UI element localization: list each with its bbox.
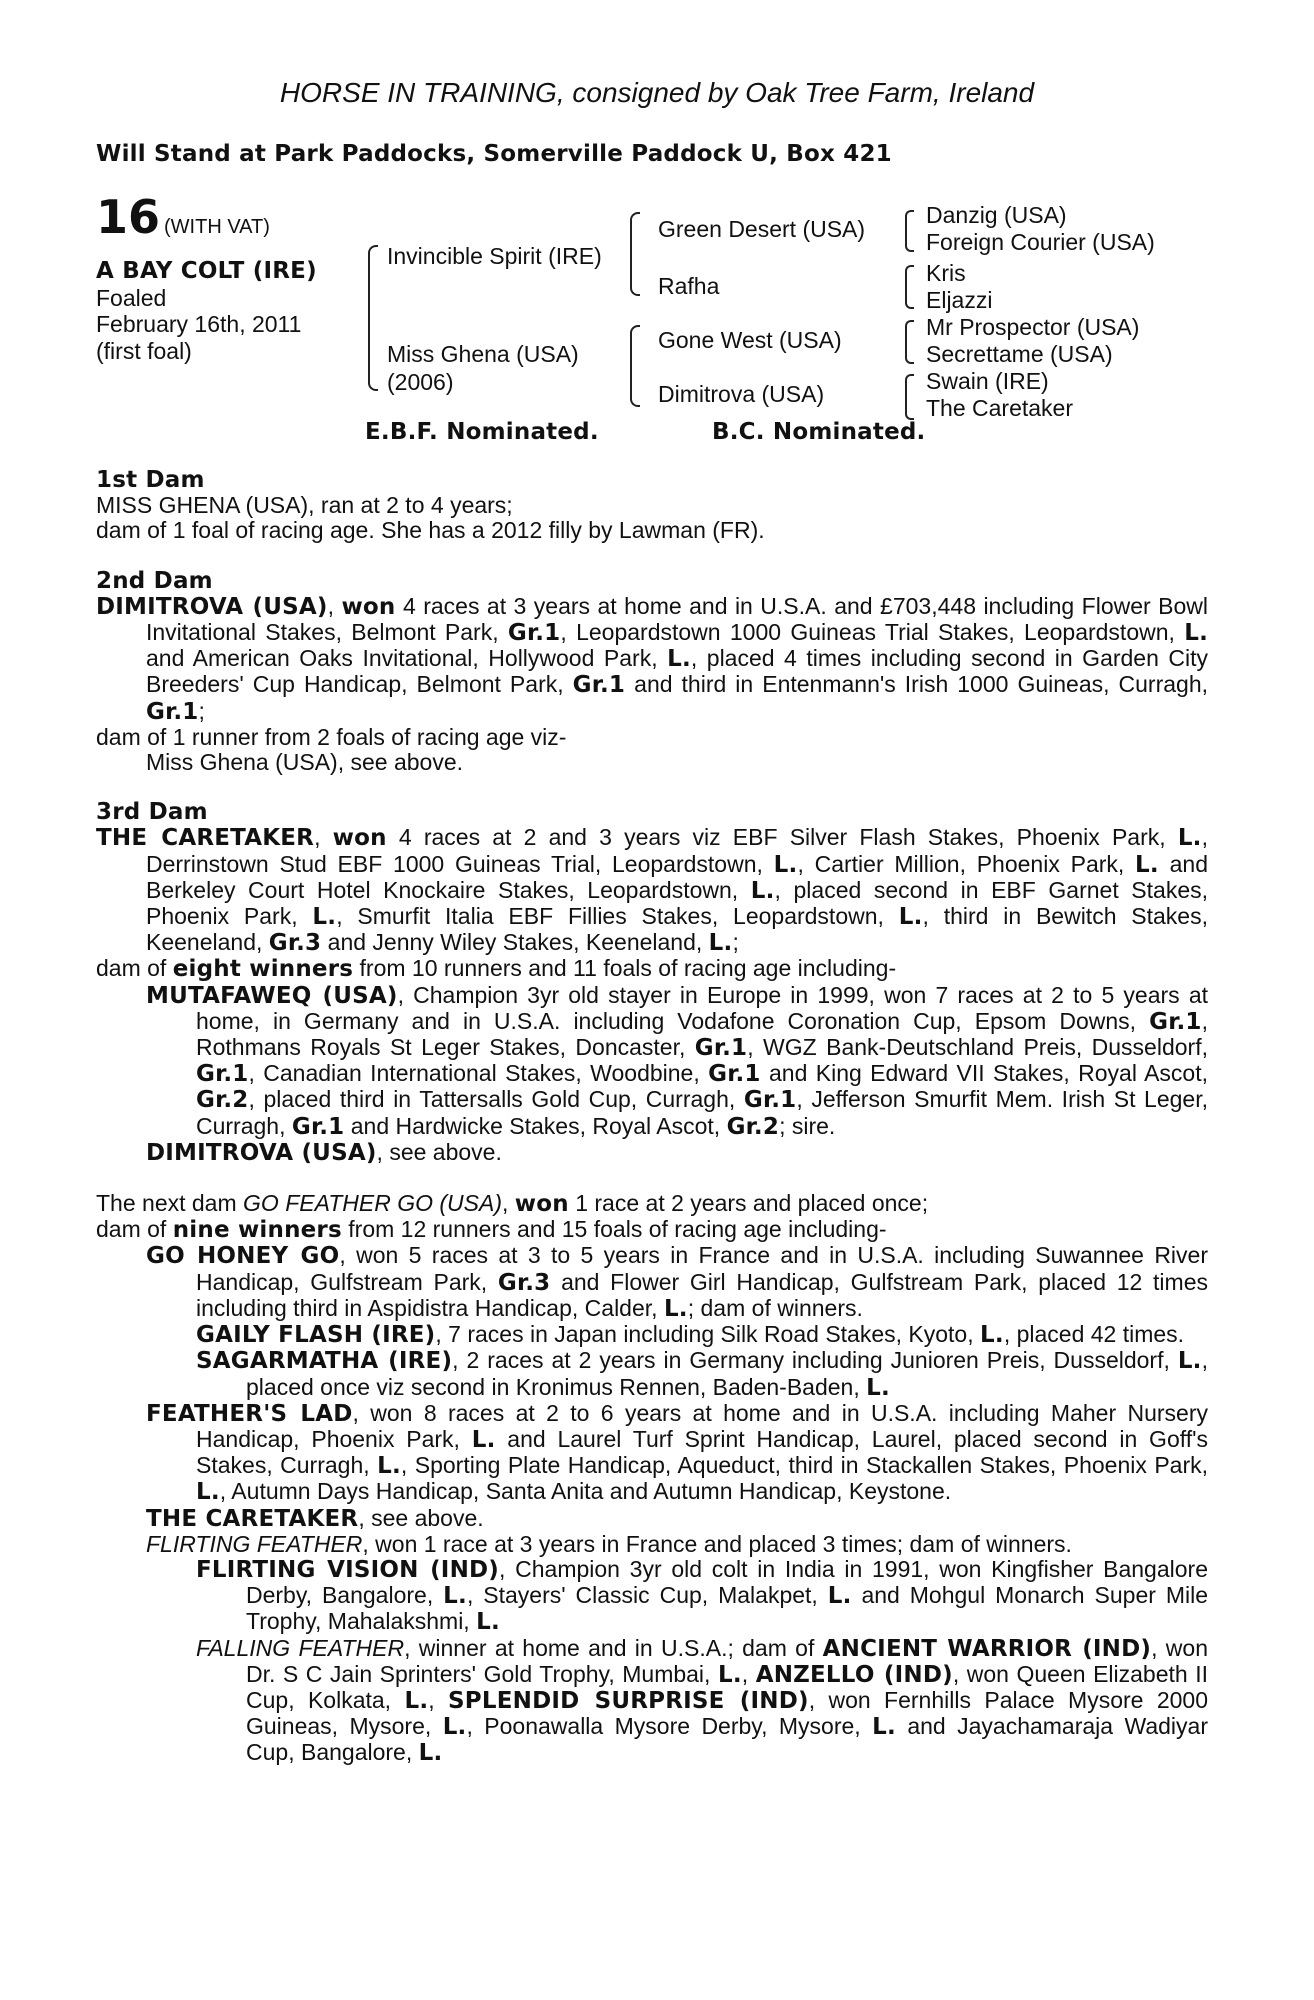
- listed-label: L.: [442, 1714, 467, 1741]
- record-text: ; sire.: [779, 1112, 836, 1139]
- listed-label: L.: [312, 904, 337, 931]
- winners-count: nine winners: [172, 1217, 342, 1244]
- listed-label: L.: [1177, 825, 1202, 852]
- progeny-the-caretaker: [146, 1506, 1208, 1532]
- record-text: , won 5 races at 3 to 5 years in France and in U.S.A. including Suwannee River Handicap, Gulfstream Park,: [196, 1242, 1208, 1295]
- progeny-flirting-vision: [196, 1557, 1208, 1636]
- record-text: , WGZ Bank-Deutschland Preis, Dusseldorf,: [747, 1034, 1208, 1061]
- lot-number-block: [96, 190, 270, 244]
- pedigree-g2: Foreign Courier (USA): [926, 229, 1155, 255]
- horse-name: THE CARETAKER: [146, 1505, 359, 1532]
- pedigree-sire-sire: Green Desert (USA): [658, 216, 866, 242]
- pedigree-g3: Kris: [926, 260, 966, 286]
- grade-label: Gr.1: [743, 1087, 797, 1114]
- pedigree-g8: The Caretaker: [926, 395, 1074, 421]
- g-brace-3: [905, 320, 914, 364]
- pedigree-sire: Invincible Spirit (IRE): [387, 243, 602, 269]
- listed-label: L.: [708, 930, 733, 957]
- grade-label: Gr.1: [146, 698, 199, 725]
- grade-label: Gr.1: [694, 1035, 748, 1062]
- record-text: and third in Entenmann's Irish 1000 Guineas, Curragh,: [625, 671, 1208, 698]
- record-text: , won Dr. S C Jain Sprinters' Gold Trophy, Mumbai,: [246, 1634, 1209, 1687]
- record-text: dam of: [96, 1216, 173, 1243]
- progeny-sagarmatha: [196, 1348, 1208, 1400]
- record-text: and American Oaks Invitational, Hollywood Park,: [146, 645, 668, 672]
- horse-name: DIMITROVA (USA): [96, 593, 328, 620]
- pedigree-g5: Mr Prospector (USA): [926, 314, 1140, 340]
- record-text: and Hardwicke Stakes, Royal Ascot,: [344, 1112, 727, 1139]
- listed-label: L.: [750, 877, 775, 904]
- foaled-date: February 16th, 2011: [96, 311, 302, 337]
- record-text: , won 1 race at 3 years in France and placed 3 times; dam of winners.: [362, 1530, 1072, 1557]
- grade-label: Gr.1: [507, 620, 561, 647]
- record-text: , Jefferson Smurfit Mem. Irish St Leger, Curragh,: [196, 1086, 1209, 1139]
- record-text: , see above.: [358, 1504, 484, 1531]
- g-brace-1: [905, 210, 914, 252]
- horse-name: ANCIENT WARRIOR (IND): [822, 1635, 1152, 1662]
- record-text: dam of: [96, 955, 173, 982]
- record-text: , Sporting Plate Handicap, Aqueduct, third in Stackallen Stakes, Phoenix Park,: [400, 1452, 1208, 1479]
- horse-name: A BAY COLT (IRE): [96, 258, 317, 284]
- record-text: , winner at home and in U.S.A.; dam of: [404, 1634, 823, 1661]
- vat-note: (WITH VAT): [164, 216, 270, 238]
- first-dam-heading: 1st Dam: [96, 467, 205, 493]
- second-dam-heading: 2nd Dam: [96, 567, 213, 594]
- record-text: , placed once viz second in Kronimus Rennen, Baden-Baden,: [246, 1347, 1209, 1400]
- record-text: , placed 4 times including second in Garden City Breeders' Cup Handicap, Belmont Park,: [146, 645, 1209, 698]
- progeny-falling-feather: [196, 1636, 1208, 1767]
- sire-line-brace: [630, 212, 640, 296]
- listed-label: L.: [404, 1687, 429, 1714]
- horse-name: SPLENDID SURPRISE (IND): [448, 1687, 809, 1714]
- horse-name: MUTAFAWEQ (USA): [146, 982, 398, 1009]
- record-text: , Derrinstown Stud EBF 1000 Guineas Trial, Leopardstown,: [146, 824, 1209, 877]
- next-dam-produce: [96, 1217, 1208, 1243]
- record-text: ; dam of winners.: [687, 1294, 863, 1321]
- record-text: , Champion 3yr old stayer in Europe in 1999, won 7 races at 2 to 5 years at home, in Germany and in U.S.A. including Vodafone Coronation Cup, Epsom Downs,: [196, 981, 1208, 1034]
- first-foal-note: (first foal): [96, 337, 192, 364]
- page-header: HORSE IN TRAINING, consigned by Oak Tree Farm, Ireland: [279, 77, 1035, 108]
- record-text: ,: [741, 1660, 756, 1687]
- pedigree-g6: Secrettame (USA): [926, 341, 1113, 367]
- horse-details: [96, 258, 317, 364]
- record-text: , placed 42 times.: [1003, 1321, 1185, 1348]
- record-text: 1 race at 2 years and placed once;: [568, 1190, 929, 1217]
- horse-name: GAILY FLASH (IRE): [196, 1322, 436, 1349]
- listed-label: L.: [667, 646, 691, 673]
- grade-label: Gr.1: [1149, 1008, 1202, 1035]
- horse-name: GO FEATHER GO (USA): [243, 1190, 503, 1217]
- record-text: , Poonawalla Mysore Derby, Mysore,: [466, 1713, 873, 1740]
- lot-number: 16: [96, 190, 161, 244]
- progeny-feathers-lad: [146, 1401, 1208, 1506]
- listed-label: L.: [1135, 851, 1159, 878]
- record-text: ,: [502, 1190, 515, 1217]
- record-text: and Mohgul Monarch Super Mile Trophy, Mahalakshmi,: [246, 1582, 1208, 1635]
- record-text: , 7 races in Japan including Silk Road Stakes, Kyoto,: [435, 1321, 981, 1348]
- grade-label: Gr.1: [572, 672, 626, 699]
- first-dam-line1: MISS GHENA (USA), ran at 2 to 4 years;: [96, 492, 513, 519]
- record-text: ,: [428, 1686, 449, 1713]
- horse-name: THE CARETAKER: [96, 825, 315, 852]
- record-text: , Stayers' Classic Cup, Malakpet,: [466, 1582, 828, 1609]
- listed-label: L.: [1177, 1348, 1202, 1375]
- record-text: The next dam: [96, 1190, 244, 1217]
- second-dam-record: DIMITROVA (USA), won 4 races at 3 years at home and in U.S.A. and £703,448 including Flower Bowl Invitational Stakes, Belmont Park, Gr.1, Leopardstown 1000 Guineas Trial Stakes, Leopardstown, L. and American Oaks Invitational, Hollywood Park, L., placed 4 times including second in Garden City Breeders' Cup Handicap, Belmont Park, Gr.1 and third in Entenmann's Irish 1000 Guineas, Curragh, Gr.1;: [96, 592, 1209, 725]
- record-text: and Jayachamaraja Wadiyar Cup, Bangalore,: [246, 1713, 1208, 1766]
- horse-name: FEATHER'S LAD: [146, 1400, 353, 1427]
- pedigree-dam: Miss Ghena (USA): [387, 341, 579, 367]
- horse-name: FLIRTING VISION (IND): [196, 1556, 500, 1583]
- record-text: , 2 races at 2 years in Germany including Junioren Preis, Dusseldorf,: [452, 1347, 1178, 1374]
- record-text: 4 races at 2 and 3 years viz EBF Silver Flash Stakes, Phoenix Park,: [386, 824, 1178, 851]
- horse-name: FLIRTING FEATHER: [146, 1530, 363, 1557]
- third-dam-heading: 3rd Dam: [96, 799, 208, 826]
- record-text: , third in Bewitch Stakes, Keeneland,: [146, 903, 1208, 956]
- record-text: , placed second in EBF Garnet Stakes, Phoenix Park,: [146, 876, 1208, 930]
- record-text: , see above.: [376, 1138, 502, 1165]
- stand-location: Will Stand at Park Paddocks, Somerville Paddock U, Box 421: [96, 141, 892, 167]
- grade-label: Gr.2: [726, 1113, 780, 1140]
- next-dam-record: [96, 1191, 1208, 1217]
- record-text: , Canadian International Stakes, Woodbine,: [248, 1060, 709, 1087]
- grade-label: Gr.1: [291, 1113, 345, 1140]
- record-text: and Jenny Wiley Stakes, Keeneland,: [321, 929, 709, 956]
- catalogue-body: [96, 468, 1208, 1767]
- record-text: and Laurel Turf Sprint Handicap, Laurel, placed second in Goff's Stakes, Curragh,: [196, 1425, 1208, 1479]
- listed-label: L.: [471, 1426, 496, 1453]
- record-text: , won Queen Elizabeth II Cup, Kolkata,: [246, 1660, 1208, 1713]
- grade-label: Gr.2: [196, 1087, 249, 1114]
- second-dam-produce: dam of 1 runner from 2 foals of racing age viz-: [96, 723, 567, 750]
- g-brace-2: [905, 265, 914, 309]
- pedigree-dam-year: (2006): [387, 369, 454, 395]
- grade-label: Gr.1: [196, 1061, 249, 1088]
- pedigree-sire-dam: Rafha: [658, 273, 720, 299]
- pedigree-dam-sire: Gone West (USA): [658, 327, 842, 353]
- progeny-flirting-feather: [146, 1532, 1208, 1557]
- record-text: , won 8 races at 2 to 6 years at home and in U.S.A. including Maher Nursery Handicap, Phoenix Park,: [196, 1399, 1208, 1452]
- listed-label: L.: [827, 1583, 852, 1610]
- won-label: won: [514, 1191, 569, 1218]
- listed-label: L.: [377, 1453, 401, 1480]
- record-text: ;: [732, 929, 739, 956]
- record-text: from 10 runners and 11 foals of racing age including-: [353, 955, 897, 982]
- record-text: , won Fernhills Palace Mysore 2000 Guineas, Mysore,: [246, 1686, 1209, 1740]
- record-text: 4 races at 3 years at home and in U.S.A. and £703,448 including Flower Bowl Invitational Stakes, Belmont Park,: [146, 592, 1209, 646]
- record-text: and Berkeley Court Hotel Knockaire Stakes, Leopardstown,: [146, 850, 1208, 903]
- third-dam-record: THE CARETAKER, won 4 races at 2 and 3 years viz EBF Silver Flash Stakes, Phoenix Park, L., Derrinstown Stud EBF 1000 Guineas Trial, Leopardstown, L., Cartier Million, Phoenix Park, L. and Berkeley Court Hotel Knockaire Stakes, Leopardstown, L., placed second in EBF Garnet Stakes, Phoenix Park, L., Smurfit Italia EBF Fillies Stakes, Leopardstown, L., third in Bewitch Stakes, Keeneland, Gr.3 and Jenny Wiley Stakes, Keeneland, L.;: [96, 824, 1209, 957]
- grade-label: Gr.3: [497, 1269, 551, 1296]
- listed-label: L.: [663, 1295, 688, 1322]
- grade-label: Gr.3: [268, 930, 322, 957]
- winners-count: eight winners: [172, 956, 354, 983]
- g-brace-4: [905, 374, 914, 420]
- listed-label: L.: [476, 1609, 500, 1636]
- listed-label: L.: [717, 1661, 742, 1688]
- record-text: and King Edward VII Stakes, Royal Ascot,: [760, 1060, 1208, 1087]
- record-text: , placed third in Tattersalls Gold Cup, Curragh,: [248, 1086, 744, 1113]
- won-label: won: [341, 593, 396, 620]
- pedigree-g4: Eljazzi: [926, 287, 993, 313]
- second-dam-foal: Miss Ghena (USA), see above.: [146, 749, 464, 776]
- horse-name: FALLING FEATHER: [196, 1634, 405, 1661]
- record-text: , Smurfit Italia EBF Fillies Stakes, Leopardstown,: [336, 903, 899, 930]
- horse-name: ANZELLO (IND): [755, 1661, 953, 1688]
- won-label: won: [332, 825, 387, 852]
- listed-label: L.: [980, 1322, 1004, 1349]
- record-text: , Rothmans Royals St Leger Stakes, Doncaster,: [196, 1007, 1208, 1061]
- ebf-nominated: E.B.F. Nominated.: [365, 419, 599, 445]
- record-text: , Leopardstown 1000 Guineas Trial Stakes, Leopardstown,: [560, 619, 1185, 646]
- horse-name: SAGARMATHA (IRE): [196, 1348, 453, 1375]
- record-text: , Autumn Days Handicap, Santa Anita and Autumn Handicap, Keystone.: [219, 1478, 952, 1505]
- listed-label: L.: [196, 1479, 220, 1506]
- progeny-mutafaweq: [146, 983, 1208, 1140]
- sire-dam-brace: [368, 245, 378, 391]
- listed-label: L.: [872, 1714, 896, 1741]
- record-text: ;: [198, 697, 205, 724]
- horse-name: GO HONEY GO: [146, 1243, 340, 1270]
- progeny-go-honey-go: [146, 1243, 1208, 1322]
- third-dam-produce: [96, 956, 1208, 982]
- record-text: , Champion 3yr old colt in India in 1991, won Kingfisher Bangalore Derby, Bangalore,: [246, 1555, 1208, 1609]
- progeny-gaily-flash: [196, 1322, 1208, 1348]
- listed-label: L.: [1184, 620, 1209, 647]
- progeny-dimitrova: [146, 1140, 1208, 1166]
- horse-name: DIMITROVA (USA): [146, 1139, 377, 1166]
- foaled-label: Foaled: [96, 284, 167, 311]
- pedigree-g7: Swain (IRE): [926, 368, 1049, 394]
- record-text: , Cartier Million, Phoenix Park,: [797, 850, 1136, 877]
- pedigree-g1: Danzig (USA): [926, 202, 1067, 228]
- listed-label: L.: [866, 1374, 890, 1401]
- record-text: from 12 runners and 15 foals of racing age including-: [341, 1216, 887, 1243]
- first-dam-line2: dam of 1 foal of racing age. She has a 2012 filly by Lawman (FR).: [96, 517, 765, 544]
- grade-label: Gr.1: [708, 1061, 761, 1088]
- bc-nominated: B.C. Nominated.: [712, 419, 926, 445]
- pedigree-dam-dam: Dimitrova (USA): [658, 381, 825, 407]
- listed-label: L.: [773, 851, 798, 878]
- listed-label: L.: [418, 1740, 443, 1767]
- listed-label: L.: [898, 904, 923, 931]
- record-text: and Flower Girl Handicap, Gulfstream Park, placed 12 times including third in Aspidistra Handicap, Calder,: [196, 1268, 1208, 1321]
- dam-line-brace: [630, 325, 640, 407]
- listed-label: L.: [443, 1583, 467, 1610]
